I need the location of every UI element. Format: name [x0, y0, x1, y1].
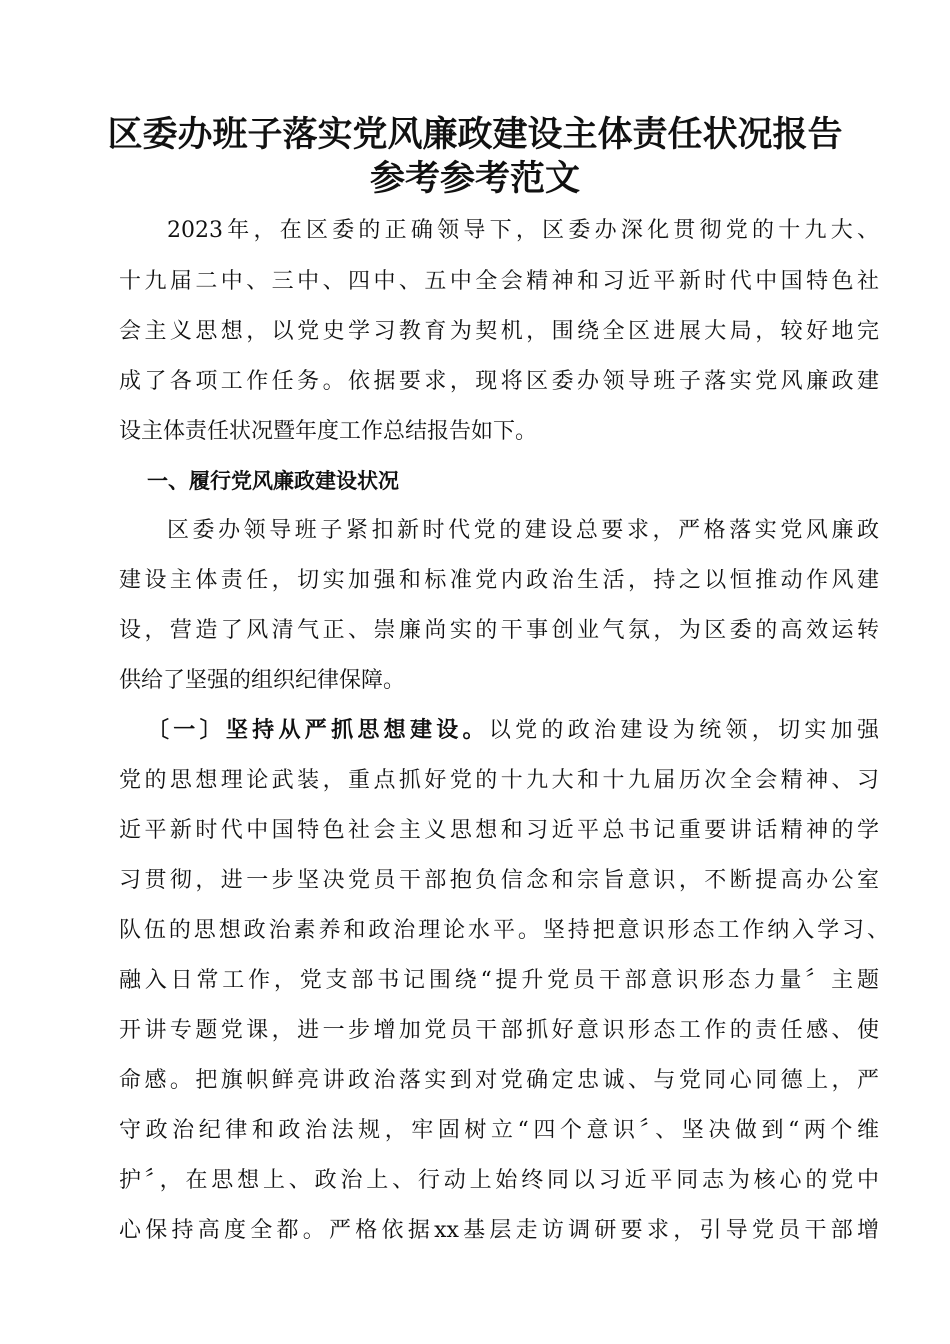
paragraph-2-line: 区委办领导班子紧扣新时代党的建设总要求，严格落实党风廉政 [167, 518, 879, 543]
paragraph-3-line: 党的思想理论武装，重点抓好党的十九大和十九届历次全会精神、习 [119, 768, 879, 793]
paragraph-3-line: 习贯彻，进一步坚决党员干部抱负信念和宗旨意识，不断提高办公室 [119, 868, 879, 893]
paragraph-1-line: 十九届二中、三中、四中、五中全会精神和习近平新时代中国特色社 [119, 269, 879, 294]
subsection-1-heading: 〔一〕坚持从严抓思想建设。 [147, 718, 489, 743]
paragraph-3-line: 守政治纪律和政治法规，牢固树立“四个意识〞、坚决做到“两个维 [119, 1118, 879, 1143]
paragraph-3-line: 心保持高度全都。严格依据xx基层走访调研要求，引导党员干部增 [119, 1218, 879, 1243]
paragraph-1-line: 会主义思想，以党史学习教育为契机，围绕全区进展大局，较好地完 [119, 319, 879, 344]
document-title-line-1: 区委办班子落实党风廉政建设主体责任状况报告 [107, 115, 843, 155]
paragraph-3-line: 开讲专题党课，进一步增加党员干部抓好意识形态工作的责任感、使 [119, 1018, 879, 1043]
paragraph-3-line: 近平新时代中国特色社会主义思想和习近平总书记重要讲话精神的学 [119, 818, 879, 843]
paragraph-3-line: 命感。把旗帜鲜亮讲政治落实到对党确定忠诚、与党同心同德上，严 [119, 1068, 879, 1093]
section-1-heading: 一、履行党风廉政建设状况 [147, 469, 399, 493]
paragraph-2-line: 设，营造了风清气正、崇廉尚实的干事创业气氛，为区委的高效运转 [119, 618, 879, 643]
subsection-1-first-line-text: 以党的政治建设为统领，切实加强 [488, 718, 879, 743]
paragraph-2-line: 建设主体责任，切实加强和标准党内政治生活，持之以恒推动作风建 [119, 568, 879, 593]
paragraph-2-line: 供给了坚强的组织纪律保障。 [119, 668, 406, 693]
paragraph-1-line: 2023年，在区委的正确领导下，区委办深化贯彻党的十九大、 [167, 218, 879, 243]
paragraph-3-line: 护〞，在思想上、政治上、行动上始终同以习近平同志为核心的党中 [119, 1168, 879, 1193]
paragraph-3-line: 队伍的思想政治素养和政治理论水平。坚持把意识形态工作纳入学习、 [119, 918, 889, 943]
subsection-1-first-line [147, 716, 879, 746]
paragraph-1-line: 设主体责任状况暨年度工作总结报告如下。 [119, 419, 538, 444]
paragraph-3-line: 融入日常工作，党支部书记围绕“提升党员干部意识形态力量〞主题 [119, 968, 879, 993]
paragraph-1-line: 成了各项工作任务。依据要求，现将区委办领导班子落实党风廉政建 [119, 369, 879, 394]
document-title-line-2: 参考参考范文 [369, 159, 580, 199]
